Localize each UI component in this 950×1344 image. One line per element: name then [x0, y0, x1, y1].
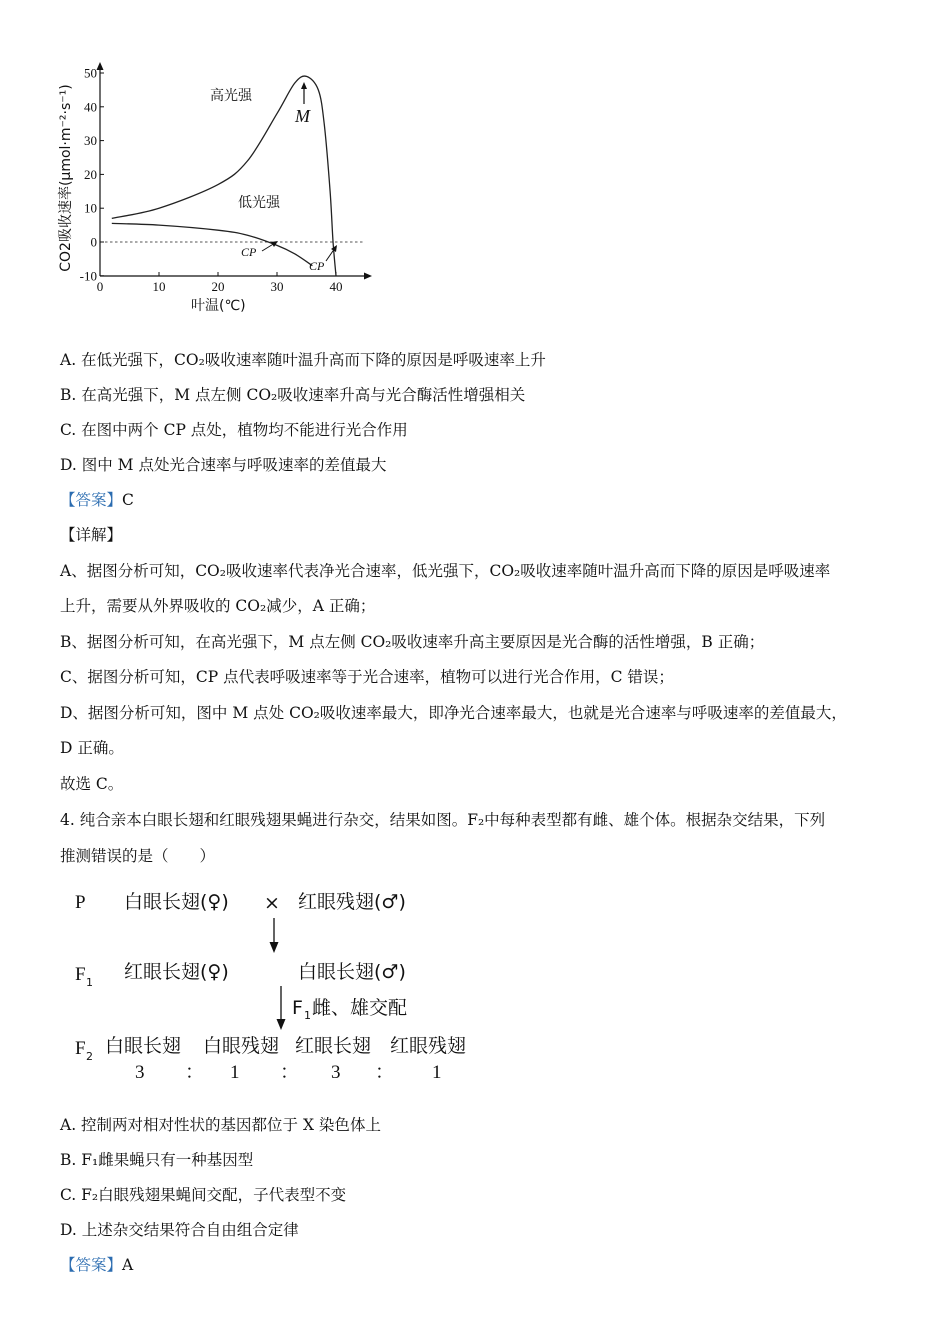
ratio-3: 3	[331, 1062, 341, 1083]
y-tick-label: -10	[79, 268, 97, 284]
detail-line-3: B、据图分析可知，在高光强下，M 点左侧 CO₂吸收速率升高主要原因是光合酶的活性增强，B 正确；	[60, 633, 765, 651]
mating-text: 雌、雄交配	[312, 997, 408, 1019]
y-tick-label: 30	[84, 133, 97, 149]
ratio-colon-3: ：	[375, 1062, 395, 1083]
question-4-line-2: 推测错误的是（ ）	[60, 847, 216, 865]
detail-line-2: 上升，需要从外界吸收的 CO₂减少，A 正确；	[60, 597, 376, 615]
option-d: D. 图中 M 点处光合速率与呼吸速率的差值最大	[60, 456, 387, 474]
times-sign: ×	[264, 892, 280, 914]
option-a: A. 在低光强下，CO₂吸收速率随叶温升高而下降的原因是呼吸速率上升	[60, 351, 546, 369]
detail-line-5: D、据图分析可知，图中 M 点处 CO₂吸收速率最大，即净光合速率最大，也就是光合速率与呼吸速率的差值最大，	[60, 704, 847, 722]
f2-subscript: 2	[86, 1050, 93, 1063]
f1-subscript: 1	[86, 976, 93, 989]
f1-female: 红眼长翅(♀)	[124, 961, 229, 983]
y-tick-label: 50	[84, 65, 97, 81]
y-axis-arrow	[97, 62, 104, 70]
y-tick-label: 10	[84, 200, 97, 216]
answer-tag: 【答案】	[60, 1256, 123, 1274]
co2-absorption-chart	[55, 58, 385, 323]
detail-line-1: A、据图分析可知，CO₂吸收速率代表净光合速率，低光强下，CO₂吸收速率随叶温升高而下降的原因是呼吸速率	[60, 562, 831, 580]
x-axis-arrow	[364, 273, 372, 280]
series-low-light-curve	[112, 223, 313, 265]
answer-tag: 【答案】	[60, 491, 123, 509]
detail-line-6: D 正确。	[60, 739, 124, 757]
series-label-high-light: 高光强	[210, 88, 252, 104]
answer-1	[60, 490, 134, 510]
f2-type-3: 红眼长翅	[295, 1035, 372, 1057]
f1-label: F	[75, 964, 86, 985]
y-tick-label: 20	[84, 166, 97, 182]
x-tick-label: 10	[152, 279, 166, 294]
x-tick-label: 0	[96, 279, 104, 294]
ratio-2: 1	[230, 1062, 240, 1083]
y-axis-title	[57, 84, 74, 271]
f2-type-2: 白眼残翅	[203, 1035, 280, 1057]
ratio-1: 3	[135, 1062, 145, 1083]
x-tick-label: 20	[211, 279, 225, 294]
option-c: C. 在图中两个 CP 点处，植物均不能进行光合作用	[60, 421, 408, 439]
q4-option-c: C. F₂白眼残翅果蝇间交配，子代表型不变	[60, 1186, 347, 1204]
annotation-cp-high: CP	[309, 259, 325, 273]
ratio-colon-2: ：	[280, 1062, 300, 1083]
answer-value: C	[122, 491, 134, 509]
detail-line-7: 故选 C。	[60, 775, 124, 793]
option-b: B. 在高光强下，M 点左侧 CO₂吸收速率升高与光合酶活性增强相关	[60, 386, 526, 404]
arrow-f1-f2-head	[277, 1019, 286, 1030]
arrow-p-f1-head	[270, 942, 279, 953]
f2-type-4: 红眼残翅	[390, 1035, 467, 1057]
y-axis-label: CO2吸收速率(μmol·m⁻²·s⁻¹)	[58, 84, 74, 272]
annotation-m: M	[295, 106, 310, 126]
m-arrow-head	[301, 82, 307, 89]
ratio-4: 1	[432, 1062, 442, 1083]
series-label-low-light: 低光强	[238, 195, 280, 211]
x-axis-label: 叶温(℃)	[191, 298, 246, 314]
mating-f: F	[292, 997, 303, 1019]
x-tick-label: 30	[270, 279, 284, 294]
answer-2	[60, 1255, 133, 1275]
answer-value: A	[122, 1256, 134, 1274]
mating-subscript: 1	[304, 1009, 311, 1022]
y-tick-label: 40	[84, 99, 97, 115]
f2-type-1: 白眼长翅	[105, 1035, 182, 1057]
p-label: P	[75, 892, 86, 913]
x-tick-label: 40	[329, 279, 343, 294]
p-male: 红眼残翅(♂)	[298, 891, 406, 913]
detail-tag: 【详解】	[60, 526, 123, 544]
q4-option-a: A. 控制两对相对性状的基因都位于 X 染色体上	[60, 1116, 381, 1134]
q4-option-d: D. 上述杂交结果符合自由组合定律	[60, 1221, 299, 1239]
detail-line-4: C、据图分析可知，CP 点代表呼吸速率等于光合速率，植物可以进行光合作用，C 错误；	[60, 668, 674, 686]
question-4-line-1: 4. 纯合亲本白眼长翅和红眼残翅果蝇进行杂交，结果如图。F₂中每种表型都有雌、雄个体。根据杂交结果，下列	[60, 811, 826, 829]
q4-option-b: B. F₁雌果蝇只有一种基因型	[60, 1151, 254, 1169]
p-female: 白眼长翅(♀)	[124, 891, 229, 913]
cross-diagram	[60, 878, 480, 1088]
f1-male: 白眼长翅(♂)	[298, 961, 406, 983]
y-tick-label: 0	[90, 234, 97, 250]
ratio-colon-1: ：	[185, 1062, 205, 1083]
f2-label: F	[75, 1038, 86, 1059]
annotation-cp-low: CP	[241, 245, 257, 259]
